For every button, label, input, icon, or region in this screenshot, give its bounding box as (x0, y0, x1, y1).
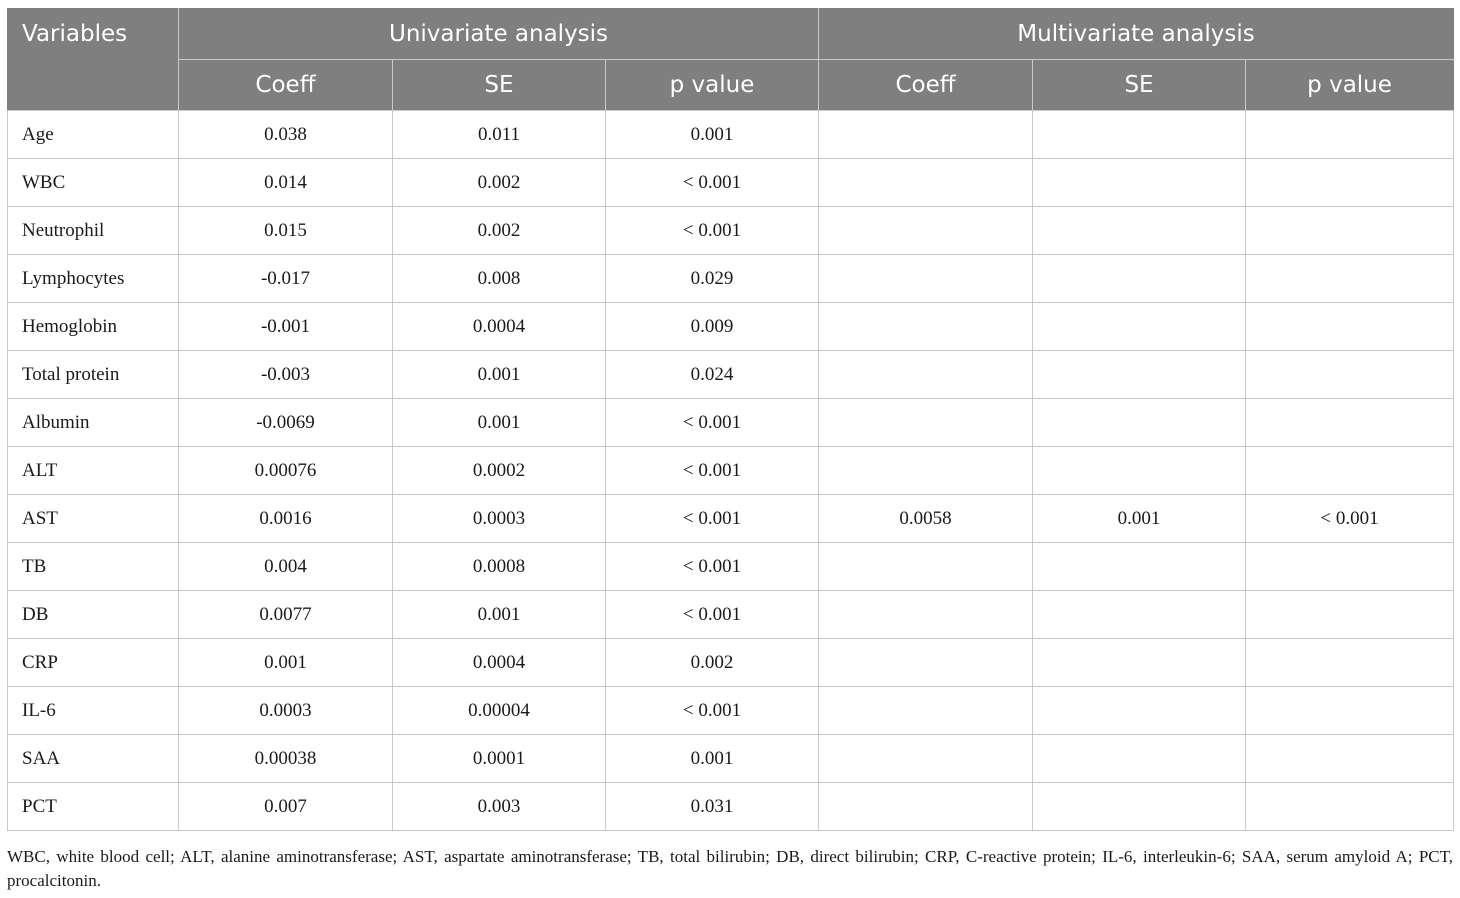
header-multi-se: SE (1033, 60, 1246, 111)
table-row (8, 303, 1454, 351)
header-univariate: Univariate analysis (179, 9, 819, 60)
cell-uni-coeff: 0.0016 (179, 495, 393, 543)
cell-multi-coeff (819, 303, 1033, 351)
table-row (8, 447, 1454, 495)
cell-variable: AST (8, 495, 179, 543)
cell-uni-p-value: 0.001 (606, 735, 819, 783)
header-row-columns (8, 60, 1454, 111)
cell-variable: Lymphocytes (8, 255, 179, 303)
cell-multi-coeff (819, 639, 1033, 687)
cell-multi-p-value (1246, 735, 1454, 783)
table-row (8, 255, 1454, 303)
cell-variable: CRP (8, 639, 179, 687)
cell-uni-coeff: 0.015 (179, 207, 393, 255)
cell-uni-p-value: 0.001 (606, 111, 819, 159)
cell-uni-se: 0.002 (393, 207, 606, 255)
cell-uni-p-value: 0.024 (606, 351, 819, 399)
cell-multi-coeff (819, 399, 1033, 447)
regression-table-container (7, 8, 1453, 831)
cell-uni-p-value: < 0.001 (606, 687, 819, 735)
cell-uni-se: 0.0008 (393, 543, 606, 591)
cell-uni-se: 0.001 (393, 351, 606, 399)
cell-multi-coeff (819, 783, 1033, 831)
cell-uni-se: 0.0002 (393, 447, 606, 495)
cell-multi-coeff (819, 351, 1033, 399)
cell-uni-se: 0.002 (393, 159, 606, 207)
cell-uni-coeff: 0.00076 (179, 447, 393, 495)
cell-uni-p-value: 0.002 (606, 639, 819, 687)
cell-variable: Albumin (8, 399, 179, 447)
cell-uni-coeff: -0.017 (179, 255, 393, 303)
cell-multi-p-value (1246, 255, 1454, 303)
cell-uni-se: 0.003 (393, 783, 606, 831)
cell-uni-se: 0.0004 (393, 303, 606, 351)
cell-multi-se (1033, 639, 1246, 687)
cell-uni-coeff: 0.004 (179, 543, 393, 591)
cell-multi-p-value (1246, 543, 1454, 591)
table-row (8, 399, 1454, 447)
cell-uni-coeff: -0.0069 (179, 399, 393, 447)
header-uni-coeff: Coeff (179, 60, 393, 111)
cell-multi-coeff (819, 447, 1033, 495)
table-body (8, 111, 1454, 831)
header-multivariate: Multivariate analysis (819, 9, 1454, 60)
cell-multi-coeff: 0.0058 (819, 495, 1033, 543)
cell-uni-se: 0.0004 (393, 639, 606, 687)
table-row (8, 783, 1454, 831)
table-row (8, 591, 1454, 639)
cell-uni-se: 0.0003 (393, 495, 606, 543)
cell-uni-p-value: < 0.001 (606, 543, 819, 591)
cell-variable: Hemoglobin (8, 303, 179, 351)
cell-uni-p-value: < 0.001 (606, 495, 819, 543)
cell-multi-p-value (1246, 447, 1454, 495)
cell-variable: SAA (8, 735, 179, 783)
cell-variable: PCT (8, 783, 179, 831)
table-row (8, 687, 1454, 735)
cell-uni-coeff: 0.038 (179, 111, 393, 159)
cell-multi-se: 0.001 (1033, 495, 1246, 543)
cell-multi-coeff (819, 159, 1033, 207)
cell-uni-coeff: 0.0077 (179, 591, 393, 639)
cell-uni-p-value: < 0.001 (606, 591, 819, 639)
cell-uni-coeff: 0.001 (179, 639, 393, 687)
cell-multi-se (1033, 447, 1246, 495)
cell-multi-p-value (1246, 351, 1454, 399)
cell-multi-coeff (819, 687, 1033, 735)
cell-multi-se (1033, 735, 1246, 783)
cell-uni-p-value: < 0.001 (606, 447, 819, 495)
cell-multi-coeff (819, 207, 1033, 255)
cell-uni-p-value: 0.031 (606, 783, 819, 831)
header-multi-coeff: Coeff (819, 60, 1033, 111)
table-row (8, 735, 1454, 783)
cell-uni-se: 0.001 (393, 591, 606, 639)
cell-uni-p-value: 0.009 (606, 303, 819, 351)
cell-multi-p-value (1246, 639, 1454, 687)
header-row-groups (8, 9, 1454, 60)
cell-multi-p-value (1246, 159, 1454, 207)
cell-multi-p-value (1246, 207, 1454, 255)
cell-variable: TB (8, 543, 179, 591)
cell-uni-se: 0.00004 (393, 687, 606, 735)
cell-uni-p-value: 0.029 (606, 255, 819, 303)
cell-multi-se (1033, 159, 1246, 207)
cell-uni-coeff: 0.014 (179, 159, 393, 207)
cell-uni-coeff: -0.003 (179, 351, 393, 399)
cell-uni-se: 0.011 (393, 111, 606, 159)
cell-variable: ALT (8, 447, 179, 495)
cell-uni-coeff: 0.007 (179, 783, 393, 831)
cell-multi-se (1033, 351, 1246, 399)
cell-variable: Total protein (8, 351, 179, 399)
table-row (8, 543, 1454, 591)
cell-multi-se (1033, 687, 1246, 735)
cell-multi-p-value: < 0.001 (1246, 495, 1454, 543)
cell-variable: Age (8, 111, 179, 159)
cell-multi-p-value (1246, 111, 1454, 159)
table-row (8, 495, 1454, 543)
cell-multi-p-value (1246, 783, 1454, 831)
cell-variable: Neutrophil (8, 207, 179, 255)
cell-variable: DB (8, 591, 179, 639)
cell-multi-p-value (1246, 591, 1454, 639)
cell-multi-se (1033, 111, 1246, 159)
cell-multi-p-value (1246, 303, 1454, 351)
cell-multi-se (1033, 207, 1246, 255)
table-row (8, 159, 1454, 207)
cell-multi-se (1033, 303, 1246, 351)
cell-multi-se (1033, 255, 1246, 303)
header-multi-p-value: p value (1246, 60, 1454, 111)
cell-multi-p-value (1246, 687, 1454, 735)
cell-multi-coeff (819, 735, 1033, 783)
header-uni-p-value: p value (606, 60, 819, 111)
cell-uni-coeff: -0.001 (179, 303, 393, 351)
cell-multi-coeff (819, 255, 1033, 303)
cell-uni-p-value: < 0.001 (606, 207, 819, 255)
cell-uni-coeff: 0.00038 (179, 735, 393, 783)
table-row (8, 111, 1454, 159)
table-row (8, 351, 1454, 399)
cell-multi-se (1033, 591, 1246, 639)
cell-uni-p-value: < 0.001 (606, 159, 819, 207)
cell-multi-coeff (819, 591, 1033, 639)
table-row (8, 207, 1454, 255)
table-footnote: WBC, white blood cell; ALT, alanine aminotransferase; AST, aspartate aminotransferase; TB, total bilirubin; DB, direct bilirubin; CRP, C-reactive protein; IL-6, interleukin-6; SAA, serum amyloid A; PCT, procalcitonin. (7, 847, 1453, 890)
cell-multi-se (1033, 783, 1246, 831)
cell-variable: IL-6 (8, 687, 179, 735)
cell-multi-p-value (1246, 399, 1454, 447)
cell-uni-p-value: < 0.001 (606, 399, 819, 447)
cell-uni-coeff: 0.0003 (179, 687, 393, 735)
header-uni-se: SE (393, 60, 606, 111)
cell-multi-coeff (819, 111, 1033, 159)
cell-multi-coeff (819, 543, 1033, 591)
table-row (8, 639, 1454, 687)
cell-multi-se (1033, 399, 1246, 447)
regression-table (7, 8, 1454, 831)
cell-uni-se: 0.001 (393, 399, 606, 447)
cell-uni-se: 0.0001 (393, 735, 606, 783)
table-header (8, 9, 1454, 111)
cell-variable: WBC (8, 159, 179, 207)
header-variables: Variables (8, 9, 179, 111)
cell-multi-se (1033, 543, 1246, 591)
cell-uni-se: 0.008 (393, 255, 606, 303)
